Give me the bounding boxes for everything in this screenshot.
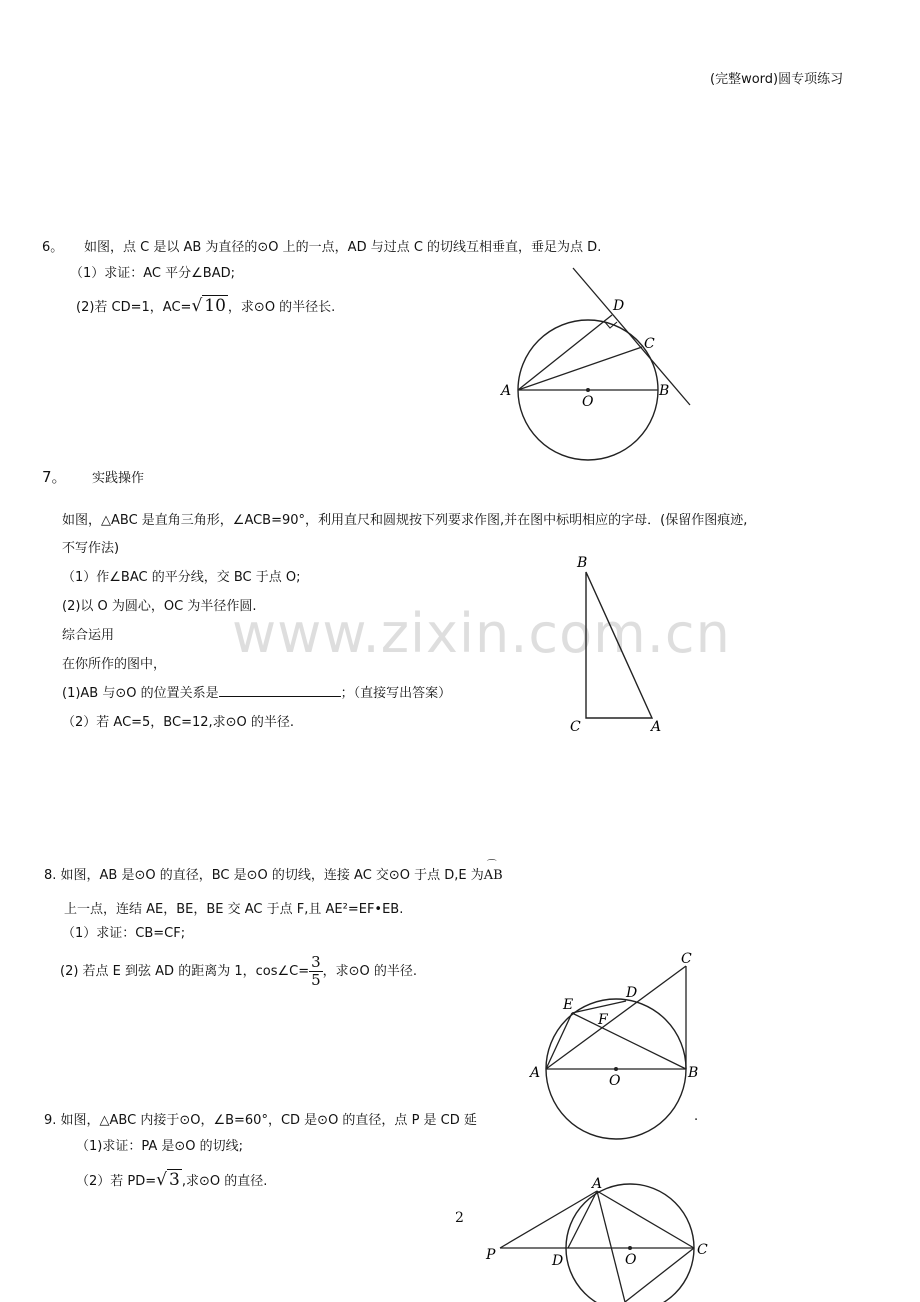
q6-label-a: A	[501, 383, 512, 399]
q7-label-a: A	[651, 719, 662, 735]
q9-label-o: O	[625, 1252, 637, 1268]
q8-arc-label: AB	[483, 868, 503, 883]
q7-label-c: C	[570, 719, 581, 735]
q7-question1-post: ；（直接写出答案）	[340, 686, 452, 701]
page-header: (完整word)圆专项练习	[710, 72, 844, 87]
q8-label-b: B	[688, 1065, 699, 1081]
watermark: www.zixin.com.cn	[232, 602, 731, 665]
q7-step2: (2)以 O 为圆心，OC 为半径作圆.	[62, 599, 257, 614]
q8-label-o: O	[609, 1073, 621, 1089]
q9-label-c: C	[697, 1242, 708, 1258]
q6-part1: （1）求证：AC 平分∠BAD;	[70, 266, 236, 281]
q9-center-dot	[628, 1246, 632, 1250]
q9-part1: （1)求证：PA 是⊙O 的切线;	[76, 1139, 244, 1154]
q6-part2-pre: (2)若 CD=1，AC=	[76, 300, 192, 315]
q8-label-e: E	[563, 997, 574, 1013]
q6-stem: 如图，点 C 是以 AB 为直径的⊙O 上的一点，AD 与过点 C 的切线互相垂直，垂足为点 D.	[84, 240, 602, 255]
sqrt-3: √ 3	[156, 1170, 180, 1190]
q9-line1: 9. 如图，△ABC 内接于⊙O，∠B=60°，CD 是⊙O 的直径，点 P 是 CD 延	[44, 1113, 477, 1128]
q9-line1-tail: .	[694, 1109, 699, 1124]
q6-label-d: D	[613, 298, 625, 314]
page-number: 2	[455, 1210, 464, 1226]
q7-step1: （1）作∠BAC 的平分线，交 BC 于点 O;	[62, 570, 301, 585]
q9-label-a: A	[592, 1176, 603, 1192]
q7-number: 7。	[42, 468, 67, 486]
q6-label-o: O	[582, 394, 594, 410]
q8-label-f: F	[598, 1012, 608, 1028]
sqrt-10: √ 10	[191, 296, 226, 316]
q7-stem-line2: 不写作法)	[62, 541, 120, 556]
q8-label-a: A	[530, 1065, 541, 1081]
q7-stem-line1: 如图，△ABC 是直角三角形，∠ACB=90°，利用直尺和圆规按下列要求作图,并在图中标明相应的字母．(保留作图痕迹,	[62, 513, 748, 528]
q7-question2: （2）若 AC=5，BC=12,求⊙O 的半径.	[62, 715, 295, 730]
q7-question1-pre: (1)AB 与⊙O 的位置关系是	[62, 686, 219, 701]
q8-line2: 上一点，连结 AE，BE，BE 交 AC 于点 F,且 AE²=EF•EB.	[64, 902, 404, 917]
q9-segment-ac	[597, 1191, 694, 1248]
q8-line1-text: 8. 如图，AB 是⊙O 的直径，BC 是⊙O 的切线，连接 AC 交⊙O 于点 D,E 为	[44, 868, 484, 883]
q7-context: 在你所作的图中，	[62, 657, 167, 672]
q8-part2-post: ，求⊙O 的半径.	[322, 964, 418, 979]
q6-label-c: C	[644, 336, 655, 352]
arc-mark: ⌒	[486, 860, 497, 871]
q8-part2-pre: (2) 若点 E 到弦 AD 的距离为 1，cos∠C=	[60, 964, 310, 979]
q9-segment-ab	[597, 1191, 625, 1302]
q6-part2-post: ，求⊙O 的半径长.	[227, 300, 336, 315]
q6-number: 6。	[42, 240, 64, 255]
q9-label-p: P	[486, 1247, 496, 1263]
q9-label-d: D	[552, 1253, 564, 1269]
q9-part2-pre: （2）若 PD=	[76, 1174, 157, 1189]
q7-label-b: B	[577, 555, 588, 571]
q8-label-d: D	[626, 985, 638, 1001]
q8-label-c: C	[681, 951, 692, 967]
fraction-3-5: $\frac{3}{5}$	[311, 953, 321, 989]
q7-section-title: 综合运用	[62, 628, 115, 643]
q7-title: 实践操作	[92, 471, 145, 486]
q6-label-b: B	[659, 383, 670, 399]
q9-circle	[566, 1184, 694, 1302]
q8-part1: （1）求证：CB=CF;	[62, 926, 186, 941]
q9-part2-post: ,求⊙O 的直径.	[181, 1174, 268, 1189]
